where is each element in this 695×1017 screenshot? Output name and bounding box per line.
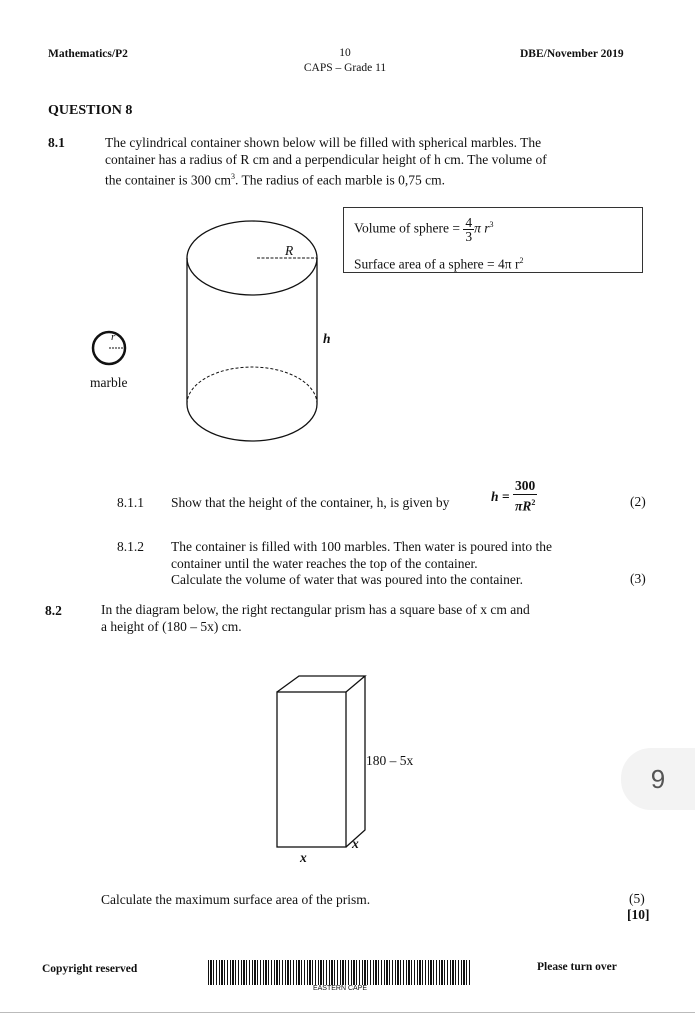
q812-line3: Calculate the volume of water that was poured into the container.: [171, 572, 524, 587]
q812-mark: (3): [630, 571, 646, 586]
surface-area-exp: 2: [519, 256, 524, 265]
marble-diagram: [88, 328, 132, 368]
volume-fraction-denominator: 3: [465, 229, 473, 244]
q811-mark: (2): [630, 494, 646, 509]
question-title: QUESTION 8: [48, 103, 133, 118]
cylinder-diagram: [180, 215, 340, 450]
q82-line2: a height of (180 – 5x) cm.: [101, 619, 242, 634]
page-indicator-badge[interactable]: 9: [621, 748, 695, 810]
q811-fraction-numerator: 300: [513, 478, 537, 495]
q811-formula: [491, 478, 537, 515]
q81-number: 8.1: [48, 135, 65, 150]
cylinder-bottom-front: [187, 404, 317, 441]
q81-line2: container has a radius of R cm and a perpendicular height of h cm. The volume of: [105, 152, 547, 167]
header-subject: Mathematics/P2: [48, 48, 128, 60]
q81-line3-b: . The radius of each marble is 0,75 cm.: [234, 172, 446, 188]
prism-width-label: x: [300, 850, 307, 865]
footer-turn-over: Please turn over: [537, 961, 617, 973]
q81-line3-a: the container is 300 cm: [105, 172, 231, 188]
q811-fraction-denominator: [513, 495, 537, 515]
q811-h: h =: [491, 488, 510, 504]
q82-calc-text: Calculate the maximum surface area of the prism.: [101, 892, 371, 907]
formula-box: [343, 207, 643, 273]
prism-height-label: 180 – 5x: [366, 753, 414, 768]
q81-cube-exp: 3: [230, 172, 235, 181]
prism-side-face: [346, 676, 365, 847]
volume-fraction: [463, 216, 474, 243]
bottom-divider: [0, 1012, 695, 1013]
footer-copyright: Copyright reserved: [42, 963, 138, 975]
volume-label: Volume of sphere =: [354, 220, 464, 236]
volume-tail: π r: [474, 220, 490, 236]
header-grade: CAPS – Grade 11: [303, 62, 387, 74]
q82-number: 8.2: [45, 603, 62, 618]
q812-number: 8.1.2: [117, 539, 144, 554]
surface-area-label: Surface area of a sphere = 4π r: [354, 256, 520, 272]
q812-line2: container until the water reaches the top of the container.: [171, 556, 478, 571]
prism-front-face: [277, 692, 346, 847]
header-date: DBE/November 2019: [520, 48, 624, 60]
prism-diagram: [270, 670, 370, 855]
q811-number: 8.1.1: [117, 495, 144, 510]
volume-formula: [354, 216, 494, 243]
cylinder-bottom-back: [187, 367, 317, 404]
q812-line1: The container is filled with 100 marbles. Then water is poured into the: [171, 539, 553, 554]
volume-fraction-numerator: 4: [465, 215, 473, 230]
q811-text: Show that the height of the container, h, is given by: [171, 495, 450, 510]
prism-depth-label: x: [352, 836, 359, 851]
prism-top-face: [277, 676, 365, 692]
cylinder-radius-label: R: [285, 243, 294, 258]
marble-caption: marble: [90, 375, 128, 390]
q811-den-exp: 2: [531, 498, 536, 507]
barcode: [208, 960, 470, 985]
q81-line1: The cylindrical container shown below will be filled with spherical marbles. The: [105, 135, 542, 150]
barcode-label: EASTERN CAPE: [312, 985, 368, 992]
marble-radius-label: r: [111, 331, 116, 343]
header-page-number: 10: [339, 47, 351, 59]
surface-area-formula: [354, 252, 523, 273]
q82-line1: In the diagram below, the right rectangular prism has a square base of x cm and: [101, 602, 530, 617]
cylinder-height-label: h: [323, 331, 331, 346]
q82-mark: (5): [629, 891, 645, 906]
q811-fraction: [513, 478, 537, 515]
q811-den-text: πR: [514, 498, 532, 514]
volume-exp: 3: [489, 220, 494, 230]
question-total-mark: [10]: [627, 907, 650, 922]
q81-line3: [105, 168, 445, 189]
